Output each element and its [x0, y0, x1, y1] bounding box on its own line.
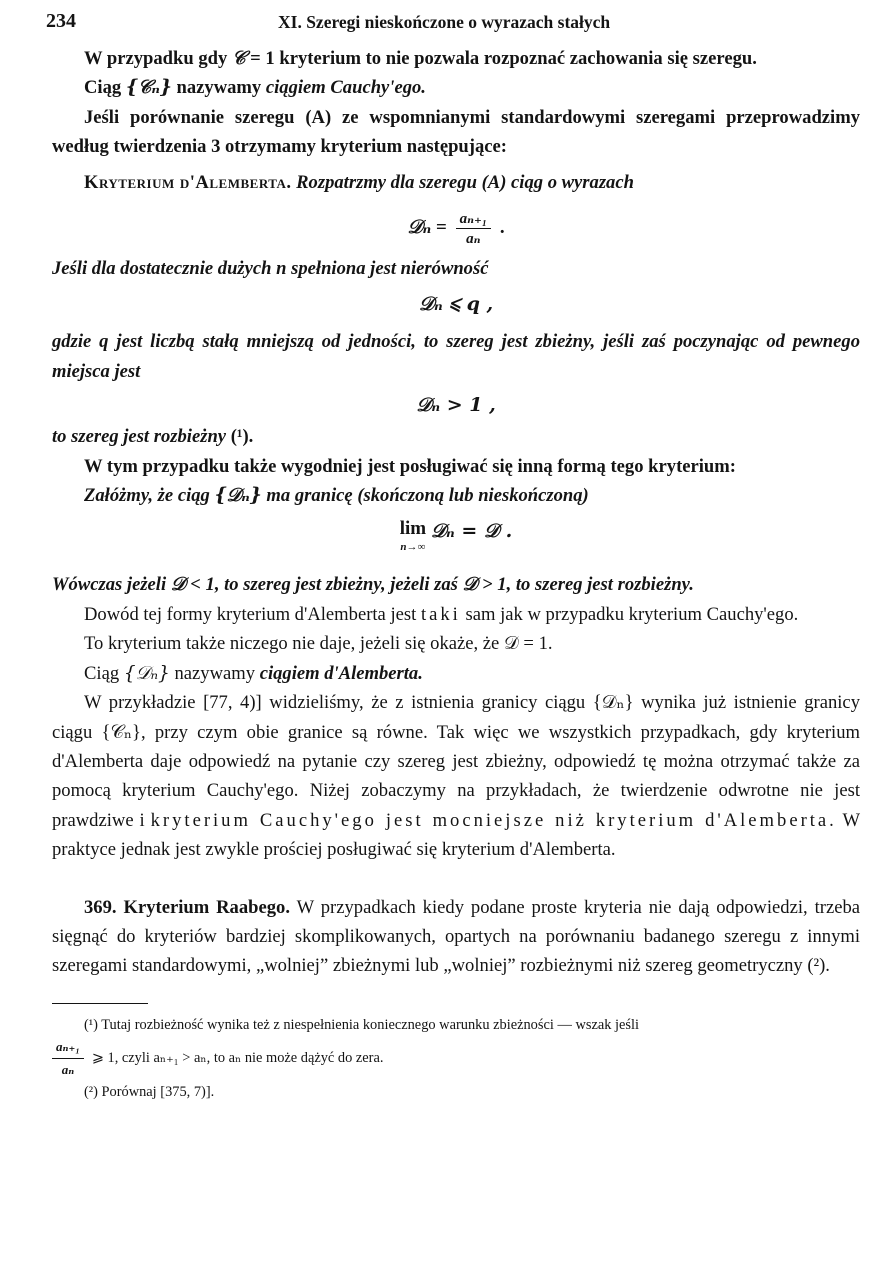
theorem-condition-2: gdzie q jest liczbą stałą mniejszą od jedności, to szereg jest zbieżny, jeśli zaś poczynając od pewnego miejsca jest	[52, 331, 860, 382]
footnote-1-formula	[52, 1036, 860, 1081]
footnote-2	[52, 1081, 860, 1103]
spaced-phrase: kryterium Cauchy'ego jest mocniejsze niż kryterium d'Alemberta.	[150, 809, 837, 831]
text: Dowód tej formy kryterium d'Alemberta jest	[84, 603, 417, 625]
formula-inequality-one: 𝒟ₙ > 1 ,	[416, 394, 496, 417]
text: Załóżmy, że ciąg	[84, 485, 210, 507]
text: = 1 kryterium to nie pozwala rozpoznać zachowania się szeregu.	[250, 48, 757, 69]
text: to szereg jest rozbieżny	[52, 426, 227, 448]
text: Ciąg	[84, 77, 122, 99]
fraction-numerator: aₙ₊₁	[52, 1036, 84, 1059]
formula-end: .	[499, 216, 505, 238]
section-number: 369.	[84, 896, 117, 918]
theorem-condition-3	[52, 422, 860, 451]
italic-term: ciągiem d'Alemberta.	[259, 662, 423, 684]
limit-operator	[400, 520, 426, 556]
footnote-divider	[52, 1003, 148, 1004]
fraction	[456, 209, 492, 248]
limit-subscript: n→∞	[400, 541, 426, 554]
theorem-statement	[52, 168, 860, 197]
paragraph-comparison: Jeśli porównanie szeregu (A) ze wspomnianymi standardowymi szeregami przeprowadzimy według twierdzenia 3 otrzymamy kryterium następujące:	[52, 106, 860, 158]
footnote-fraction	[52, 1036, 84, 1081]
text: sam jak w przypadku kryterium Cauchy'ego.	[465, 603, 799, 625]
text: W praktyce jednak jest zwykle prościej posługiwać się kryterium d'Alemberta.	[52, 809, 861, 861]
fraction-denominator: aₙ	[466, 231, 481, 248]
book-page	[46, 10, 861, 1103]
theorem-condition-1: Jeśli dla dostatecznie dużych n spełniona jest nierówność	[52, 258, 489, 280]
footnote-text: Porównaj [375, 7)].	[101, 1083, 215, 1100]
page-header	[46, 10, 860, 44]
footnote-mark: (²)	[84, 1083, 98, 1100]
sequence-symbol: {𝒞ₙ}	[125, 77, 172, 99]
text: W przypadku gdy	[84, 48, 228, 69]
footnote-text: ⩾ 1, czyli aₙ₊₁ > aₙ, to aₙ nie może dążyć do zera.	[91, 1050, 384, 1067]
paragraph-cauchy-remark	[52, 44, 860, 73]
symbol-c: 𝒞	[231, 48, 246, 69]
text: W przykładzie [77, 4)] widzieliśmy, że z istnienia granicy ciągu {𝒟ₙ} wynika już istnienie granicy ciągu {𝒞ₙ}, przy czym obie granice są równe. Tak więc we wszystkich przypadkach, gdy kryterium d'Alemberta daje odpowiedź na pytanie czy szereg jest zbieżny, odpowiedź tę można otrzymać także za pomocą kryterium Cauchy'ego. Niżej zobaczymy na przykładach, że twierdzenie odwrotne nie jest prawdziwe i	[52, 692, 860, 831]
theorem-text: Rozpatrzmy dla szeregu (A) ciąg o wyrazach	[296, 171, 634, 193]
running-title: XI. Szeregi nieskończone o wyrazach stałych	[278, 12, 611, 32]
sequence-symbol: {𝒟ₙ}	[214, 485, 262, 507]
footnote-mark: (¹)	[84, 1016, 98, 1033]
text: nazywamy	[176, 77, 262, 99]
text: ma granicę (skończoną lub nieskończoną)	[266, 485, 589, 507]
section-raabe	[52, 893, 860, 981]
paragraph-other-form: W tym przypadku także wygodniej jest posługiwać się inną formą tego kryterium:	[84, 455, 736, 477]
fraction-denominator: aₙ	[61, 1061, 75, 1077]
italic-term: ciągiem Cauchy'ego.	[265, 77, 426, 99]
paragraph-cauchy-sequence	[52, 73, 860, 102]
theorem-label: Kryterium d'Alemberta.	[84, 171, 292, 193]
spaced-word: taki	[420, 603, 461, 625]
limit-word: lim	[399, 518, 427, 540]
text: Ciąg	[84, 662, 120, 684]
paragraph-assume-limit	[52, 481, 860, 510]
text: nazywamy	[174, 662, 256, 684]
paragraph-example	[52, 688, 860, 864]
formula-lhs: 𝒟ₙ	[407, 215, 432, 238]
formula-inequality-q: 𝒟ₙ ⩽ q ,	[418, 293, 494, 316]
page-number: 234	[46, 10, 76, 32]
limit-body: 𝒟ₙ = 𝒟 .	[430, 520, 513, 543]
paragraph-conclusion: Wówczas jeżeli 𝒟 < 1, to szereg jest zbieżny, jeżeli zaś 𝒟 > 1, to szereg jest rozbieżny.	[52, 574, 694, 596]
sequence-symbol: {𝒟ₙ}	[123, 662, 170, 684]
footnote-1	[52, 1014, 860, 1036]
section-text: W przypadkach kiedy podane proste kryteria nie dają odpowiedzi, trzeba sięgnąć do kryteriów bardziej skomplikowanych, opartych na porównaniu badanego szeregu z innymi szeregami standardowymi, „wolniej” zbieżnymi lub „wolniej” rozbieżnymi niż szereg geometryczny (²).	[52, 896, 860, 977]
paragraph-no-info: To kryterium także niczego nie daje, jeżeli się okaże, że 𝒟 = 1.	[84, 633, 553, 655]
formula-ratio	[52, 209, 860, 248]
footnote-ref: (¹).	[230, 426, 254, 448]
paragraph-dalembert-sequence	[52, 659, 860, 688]
fraction-numerator: aₙ₊₁	[456, 209, 492, 229]
paragraph-proof	[52, 600, 860, 629]
section-title: Kryterium Raabego.	[123, 896, 290, 918]
footnote-text: Tutaj rozbieżność wynika też z niespełnienia koniecznego warunku zbieżności — wszak jeśli	[101, 1016, 639, 1033]
formula-limit	[52, 520, 860, 556]
formula-eq: =	[436, 216, 447, 238]
